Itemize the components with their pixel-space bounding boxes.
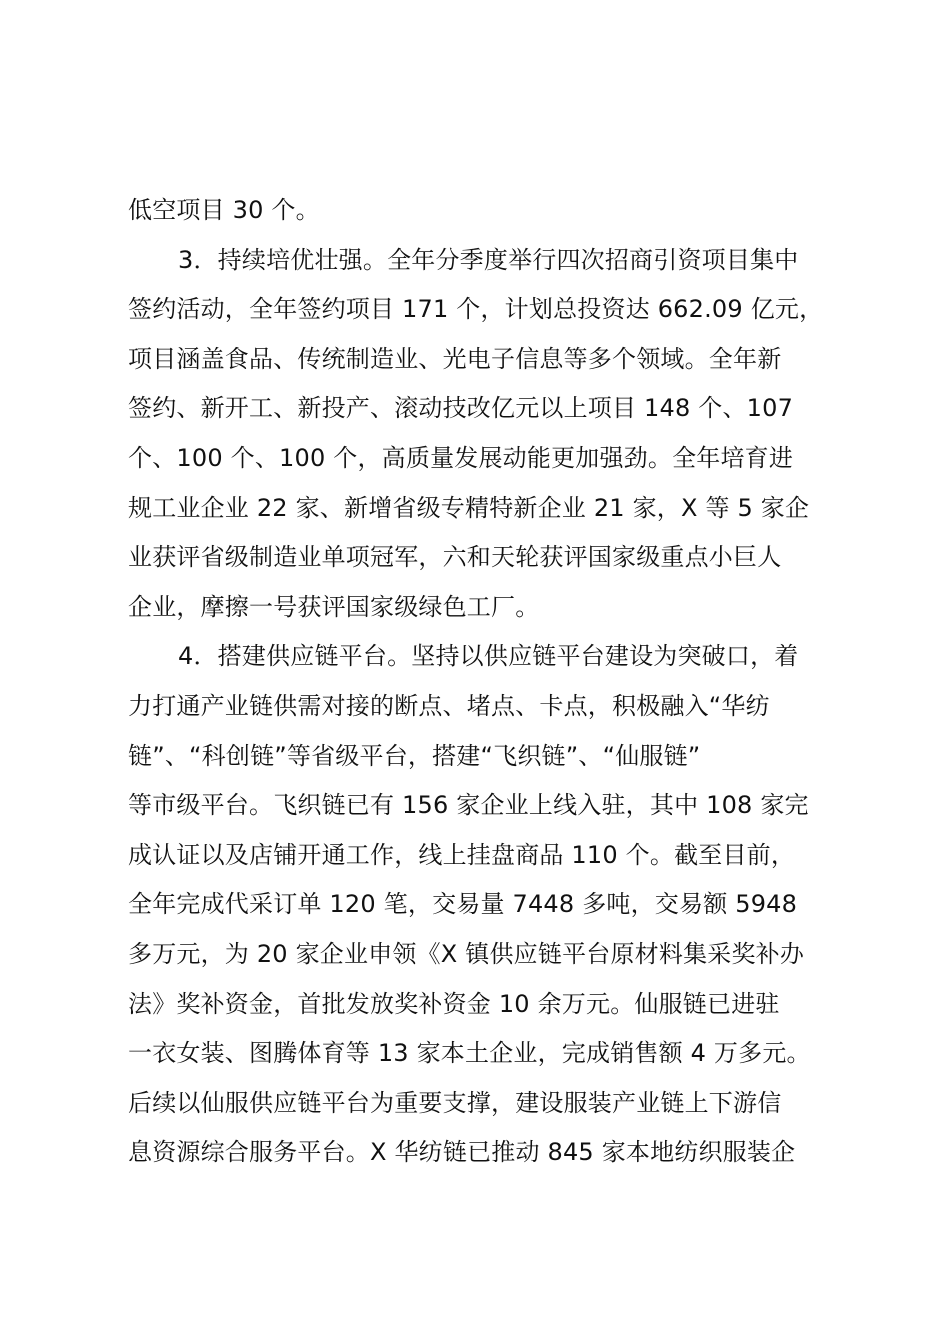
text-line: 等市级平台。飞织链已有 156 家企业上线入驻，其中 108 家完: [128, 791, 809, 820]
text-line: 企业，摩擦一号获评国家级绿色工厂。: [128, 592, 540, 621]
text-line: 规工业企业 22 家、新增省级专精特新企业 21 家，X 等 5 家企: [128, 493, 810, 522]
text-line: 法》奖补资金，首批发放奖补资金 10 余万元。仙服链已进驻: [128, 989, 780, 1018]
text-line: 项目涵盖食品、传统制造业、光电子信息等多个领域。全年新: [128, 344, 782, 373]
text-line: 后续以仙服供应链平台为重要支撑，建设服装产业链上下游信: [128, 1088, 782, 1117]
text-line: 低空项目 30 个。: [128, 196, 320, 224]
text-line: 一衣女装、图腾体育等 13 家本土企业，完成销售额 4 万多元。: [128, 1039, 811, 1068]
text-line: 链”、“科创链”等省级平台，搭建“飞织链”、“仙服链”: [128, 741, 701, 770]
paragraph-3-first-line: 3．持续培优壮强。全年分季度举行四次招商引资项目集中: [178, 245, 799, 274]
text-line: 全年完成代采订单 120 笔，交易量 7448 多吨，交易额 5948: [128, 890, 798, 919]
text-line: 多万元，为 20 家企业申领《X 镇供应链平台原材料集采奖补办: [128, 939, 805, 968]
paragraph-4-first-line: 4．搭建供应链平台。坚持以供应链平台建设为突破口，着: [178, 642, 799, 671]
text-line: 个、100 个、100 个，高质量发展动能更加强劲。全年培育进: [128, 443, 794, 472]
text-line: 签约、新开工、新投产、滚动技改亿元以上项目 148 个、107: [128, 394, 794, 423]
text-line: 业获评省级制造业单项冠军，六和天轮获评国家级重点小巨人: [128, 543, 782, 572]
text-line: 息资源综合服务平台。X 华纺链已推动 845 家本地纺织服装企: [128, 1138, 796, 1167]
text-line: 成认证以及店铺开通工作，线上挂盘商品 110 个。截至目前，: [128, 840, 796, 869]
body-text: [128, 186, 848, 1178]
text-line: 力打通产业链供需对接的断点、堵点、卡点，积极融入“华纺: [128, 691, 770, 720]
text-line: 签约活动，全年签约项目 171 个，计划总投资达 662.09 亿元，: [128, 295, 824, 324]
